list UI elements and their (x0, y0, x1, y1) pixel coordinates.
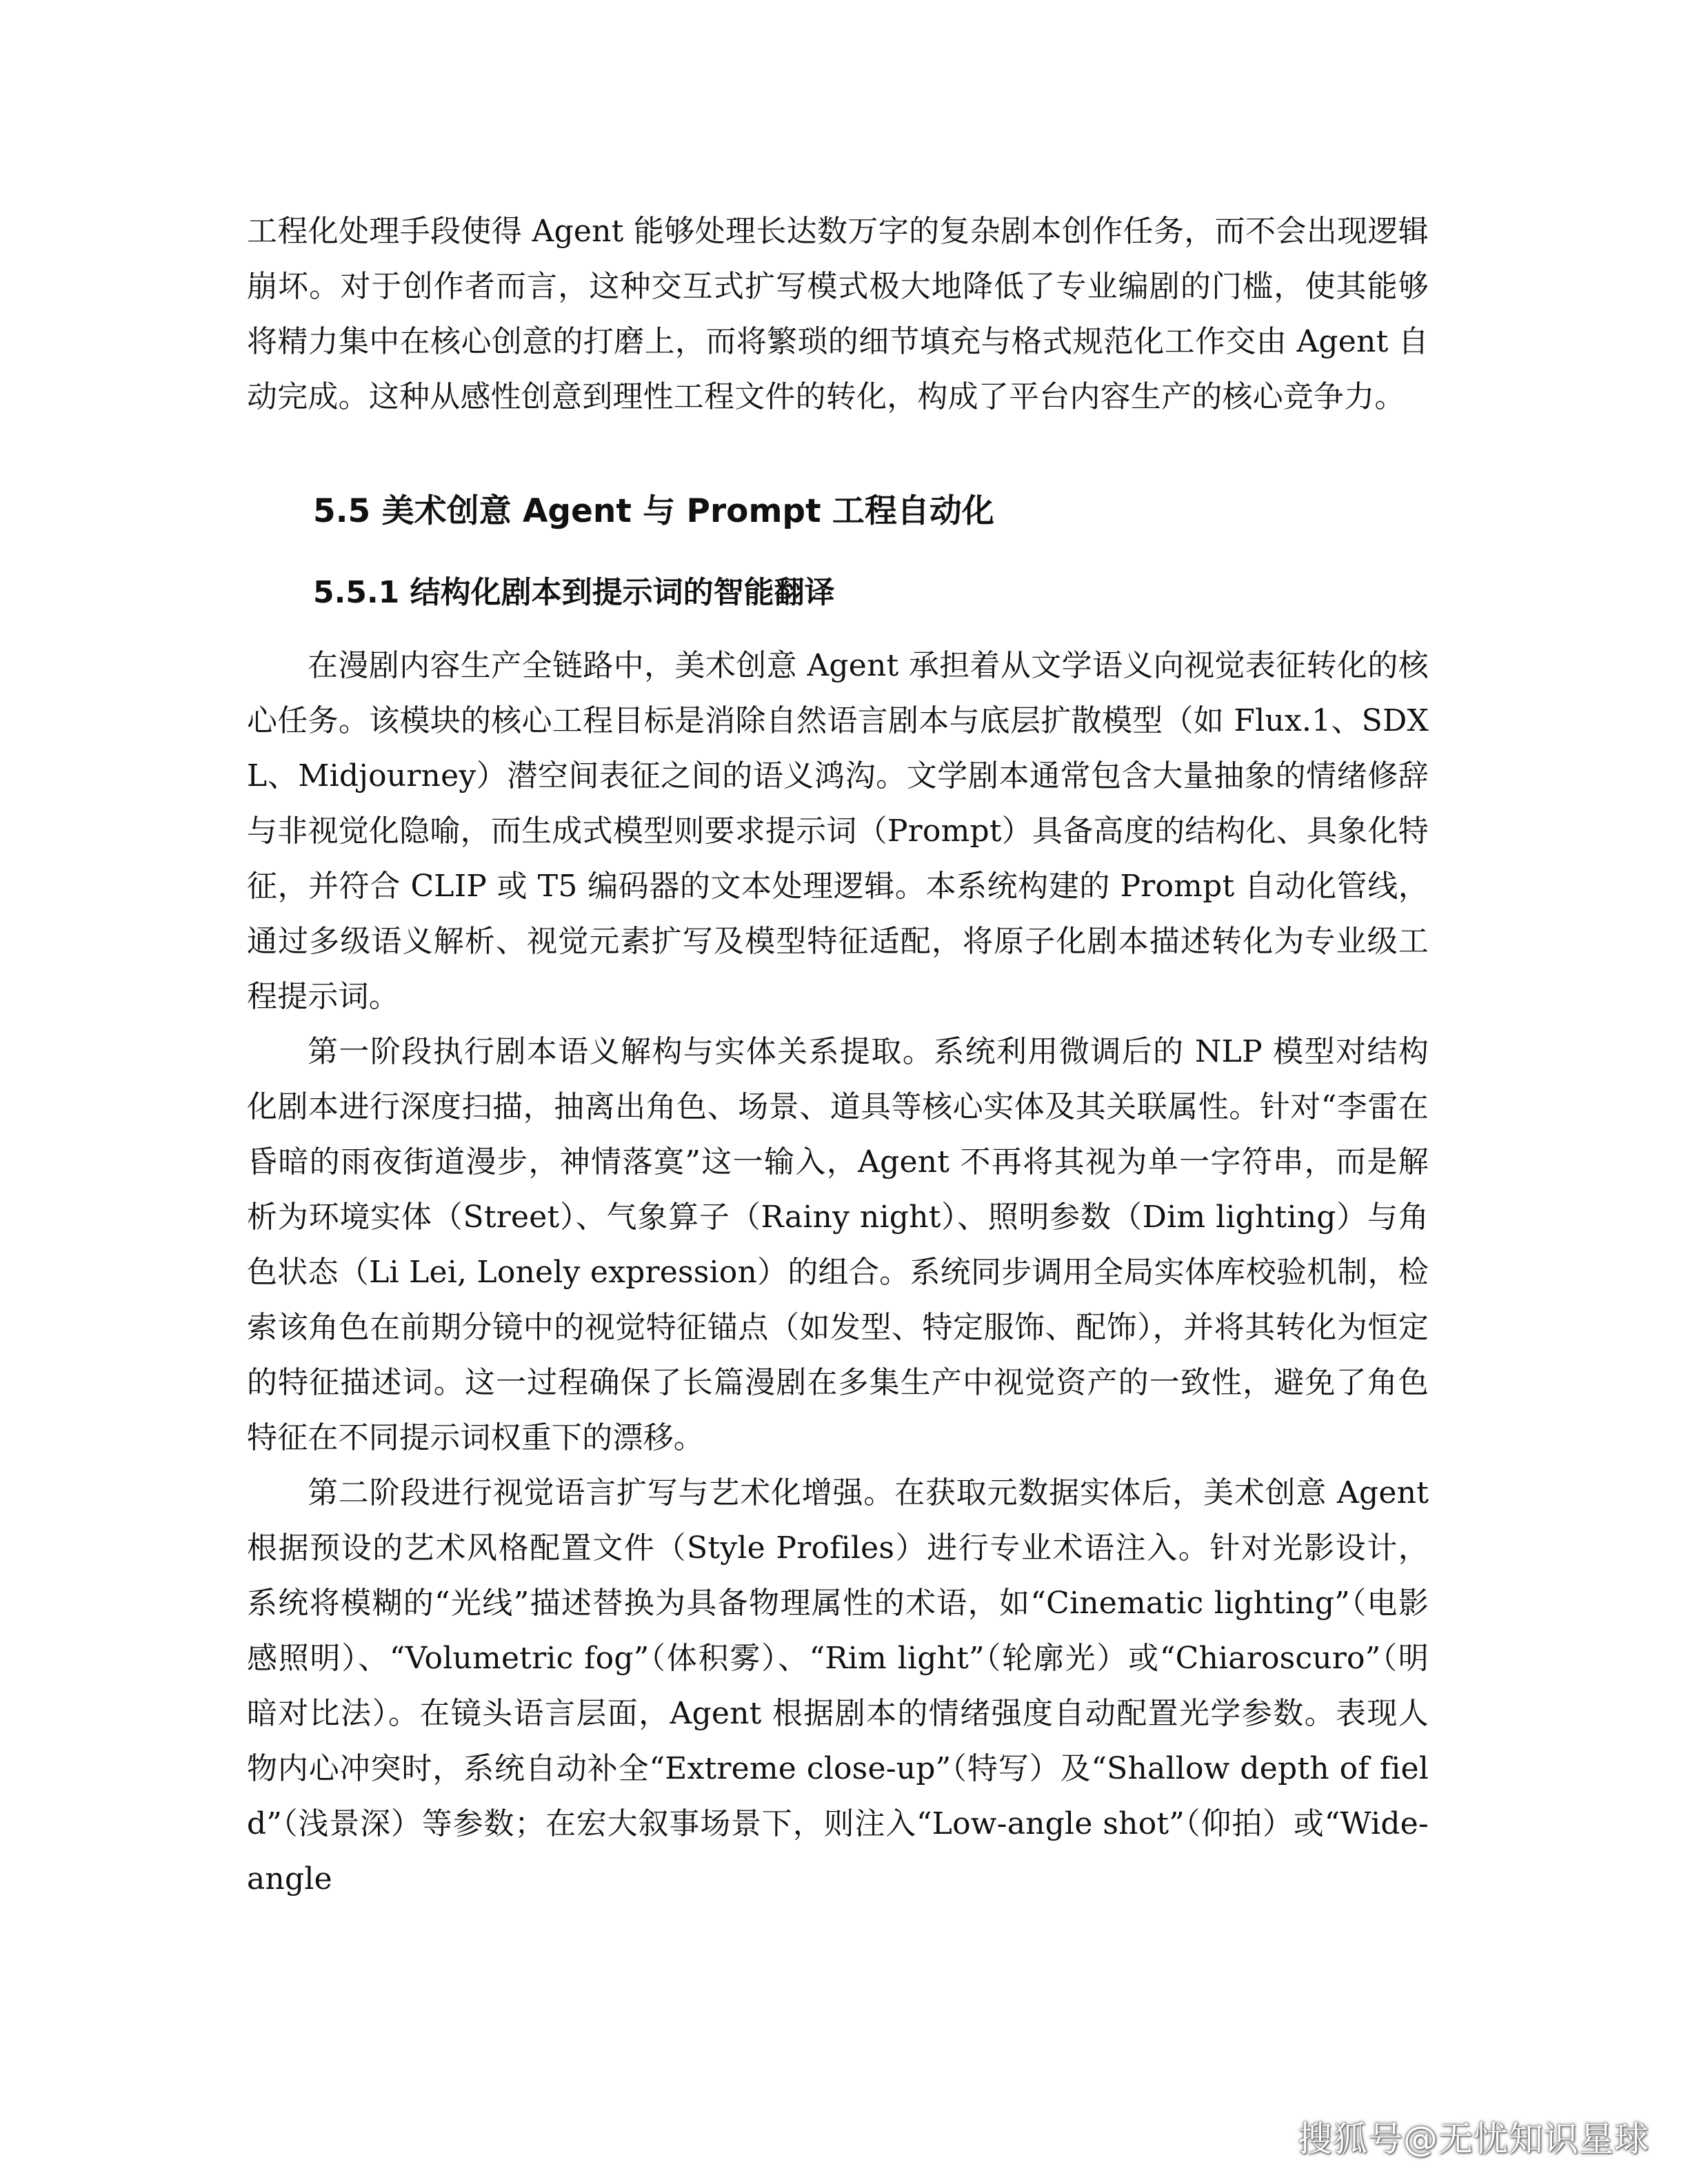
subsection-heading: 5.5.1 结构化剧本到提示词的智能翻译 (313, 575, 835, 610)
source-watermark: 搜狐号@无忧知识星球 (1298, 2119, 1649, 2159)
body-paragraph-3: 第二阶段进行视觉语言扩写与艺术化增强。在获取元数据实体后，美术创意 Agent 根据预设的艺术风格配置文件（Style Profiles）进行专业术语注入。针对光影设计，系统将模糊的“光线”描述替换为具备物理属性的术语，如“Cinematic lighting”（电影感照明）、“Volumetric fog”（体积雾）、“Rim light”（轮廓光）或“Chiaroscuro”（明暗对比法）。在镜头语言层面，Agent 根据剧本的情绪强度自动配置光学参数。表现人物内心冲突时，系统自动补全“Extreme close-up”（特写）及“Shallow depth of field”（浅景深）等参数；在宏大叙事场景下，则注入“Low-angle shot”（仰拍）或“Wide-angle (247, 1475, 1429, 1897)
intro-paragraph: 工程化处理手段使得 Agent 能够处理长达数万字的复杂剧本创作任务，而不会出现逻辑崩坏。对于创作者而言，这种交互式扩写模式极大地降低了专业编剧的门槛，使其能够将精力集中在核心创意的打磨上，而将繁琐的细节填充与格式规范化工作交由 Agent 自动完成。这种从感性创意到理性工程文件的转化，构成了平台内容生产的核心竞争力。 (247, 214, 1429, 414)
body-paragraph-1: 在漫剧内容生产全链路中，美术创意 Agent 承担着从文学语义向视觉表征转化的核心任务。该模块的核心工程目标是消除自然语言剧本与底层扩散模型（如 Flux.1、SDXL、Midjourney）潜空间表征之间的语义鸿沟。文学剧本通常包含大量抽象的情绪修辞与非视觉化隐喻，而生成式模型则要求提示词（Prompt）具备高度的结构化、具象化特征，并符合 CLIP 或 T5 编码器的文本处理逻辑。本系统构建的 Prompt 自动化管线，通过多级语义解析、视觉元素扩写及模型特征适配，将原子化剧本描述转化为专业级工程提示词。 (247, 648, 1429, 1014)
document-body (247, 204, 1429, 1907)
section-heading: 5.5 美术创意 Agent 与 Prompt 工程自动化 (313, 492, 994, 530)
body-paragraph-2: 第一阶段执行剧本语义解构与实体关系提取。系统利用微调后的 NLP 模型对结构化剧本进行深度扫描，抽离出角色、场景、道具等核心实体及其关联属性。针对“李雷在昏暗的雨夜街道漫步，神情落寞”这一输入，Agent 不再将其视为单一字符串，而是解析为环境实体（Street）、气象算子（Rainy night）、照明参数（Dim lighting）与角色状态（Li Lei, Lonely expression）的组合。系统同步调用全局实体库校验机制，检索该角色在前期分镜中的视觉特征锚点（如发型、特定服饰、配饰），并将其转化为恒定的特征描述词。这一过程确保了长篇漫剧在多集生产中视觉资产的一致性，避免了角色特征在不同提示词权重下的漂移。 (247, 1034, 1429, 1455)
